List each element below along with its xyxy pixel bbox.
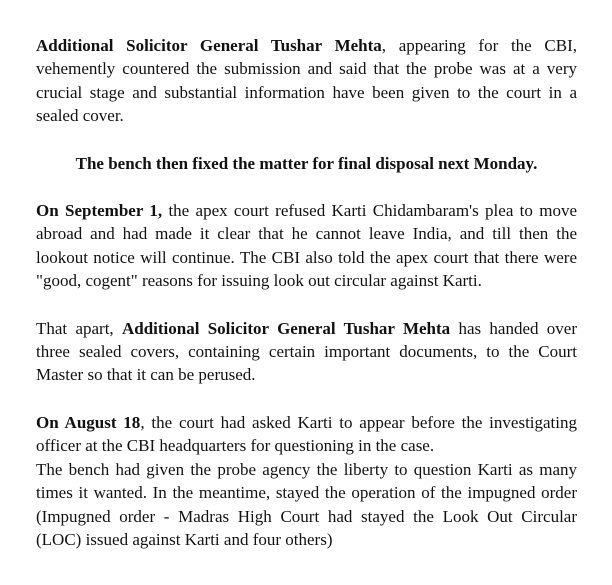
paragraph-3-text: the apex court refused Karti Chidambaram's plea to move abroad and had made it clear that he cannot leave India, and till then the lookout notice will continue. The CBI also told the apex court that there were "good, cogent" reasons for issuing look out circular against Karti. bbox=[36, 201, 577, 291]
paragraph-1-text: , appearing for the CBI, vehemently countered the submission and said that the probe was at a very crucial stage and substantial information have been given to the court in a sealed cover. bbox=[36, 36, 577, 126]
paragraph-2-headline: The bench then fixed the matter for final disposal next Monday. bbox=[75, 153, 538, 173]
paragraph-3-bold-lead: On September 1, bbox=[36, 201, 163, 221]
paragraph-4 bbox=[36, 317, 577, 387]
paragraph-1-bold-lead: Additional Solicitor General Tushar Mehta bbox=[36, 36, 382, 55]
paragraph-5-text: , the court had asked Karti to appear before the investigating officer at the CBI headquarters for questioning in the case. bbox=[36, 412, 578, 456]
paragraph-4-bold: Additional Solicitor General Tushar Mehta bbox=[121, 318, 451, 338]
paragraph-3 bbox=[36, 199, 577, 293]
paragraph-4-pre: That apart, bbox=[36, 318, 122, 338]
paragraph-5 bbox=[36, 411, 577, 458]
paragraph-6: The bench had given the probe agency the liberty to question Karti as many times it wanted. In the meantime, stayed the operation of the impugned order (Impugned order - Madras High Court had stayed the Look Out Circular (LOC) issued against Karti and four others) bbox=[36, 459, 577, 549]
paragraph-1 bbox=[36, 34, 577, 128]
paragraph-5-bold-lead: On August 18 bbox=[36, 412, 141, 432]
document-body bbox=[36, 34, 577, 551]
paragraph-4-text: has handed over three sealed covers, containing certain important documents, to the Court Master so that it can be perused. bbox=[36, 318, 577, 385]
